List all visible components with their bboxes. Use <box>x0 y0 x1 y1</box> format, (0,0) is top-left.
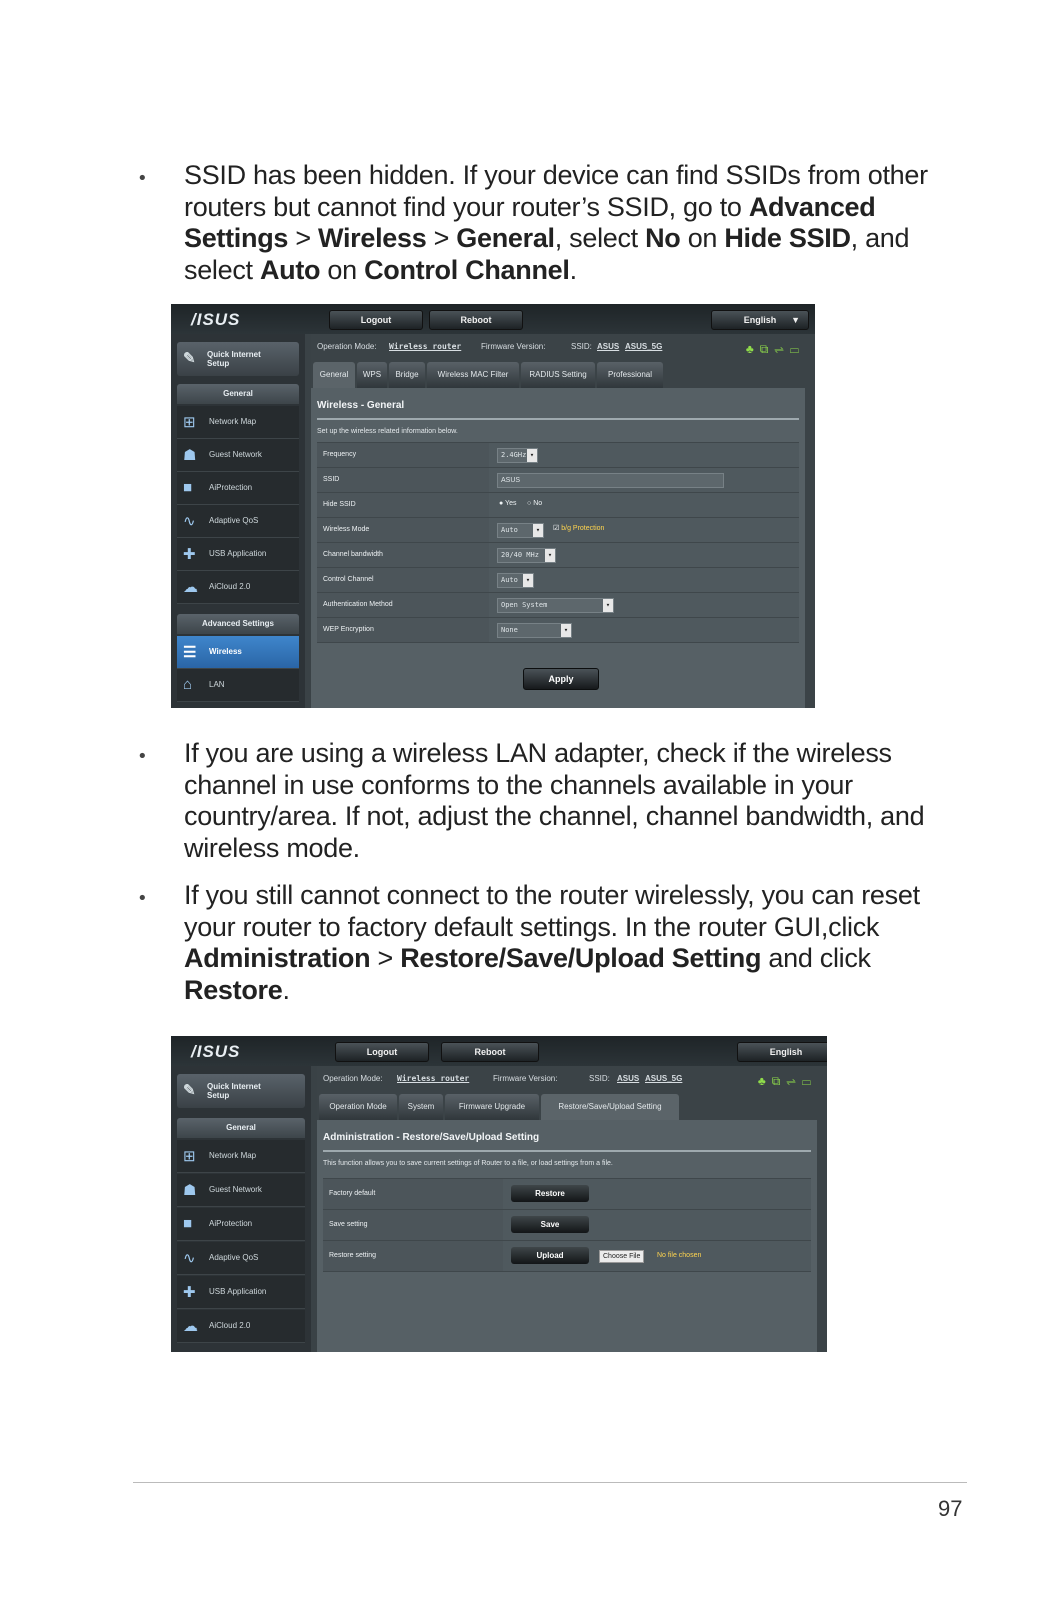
tab-firmware-upgrade[interactable]: Firmware Upgrade <box>445 1094 539 1120</box>
text: . <box>569 254 577 285</box>
wireless-general-screenshot <box>171 304 815 708</box>
reboot-button[interactable]: Reboot <box>429 310 523 330</box>
page-number: 97 <box>938 1496 963 1521</box>
row-auth-method <box>317 592 799 617</box>
row-wep-encryption <box>317 617 799 643</box>
users-icon: ☗ <box>183 447 197 464</box>
users-icon: ☗ <box>183 1182 197 1199</box>
op-mode-label: Operation Mode: <box>317 342 377 351</box>
sidebar-section-advanced: Advanced Settings <box>177 614 299 634</box>
status-icons: ♣⧉⇌▭ <box>757 1074 817 1088</box>
select-value: 20/40 MHz <box>501 551 539 559</box>
op-mode-link[interactable]: Wireless router <box>389 342 462 351</box>
text: > <box>288 223 318 253</box>
wep-encryption-select[interactable] <box>497 623 572 638</box>
panel-description: This function allows you to save current settings of Router to a file, or load settings from a file. <box>323 1160 613 1167</box>
qos-chart-icon: ∿ <box>183 1250 196 1267</box>
bg-protection-checkbox[interactable] <box>553 524 604 532</box>
sidebar-item-lan[interactable] <box>177 669 299 702</box>
emphasis: Wireless <box>318 223 427 253</box>
restore-button[interactable]: Restore <box>511 1185 589 1202</box>
row-value <box>489 543 799 567</box>
settings-panel <box>311 388 805 708</box>
bullet: • <box>137 168 148 189</box>
sidebar-item-network-map[interactable] <box>177 1140 305 1173</box>
sidebar-section-general: General <box>177 384 299 404</box>
sidebar-item-label: LAN <box>209 680 225 689</box>
text: If you still cannot connect to the router wirelessly, you can reset your router to factory default settings. In the router GUI,click <box>184 880 920 942</box>
sidebar-item-label: USB Application <box>209 1287 267 1296</box>
row-label: Channel bandwidth <box>317 543 489 567</box>
sidebar-item-label: Wireless <box>209 647 242 656</box>
hide-ssid-yes-radio[interactable]: ● Yes <box>499 500 517 507</box>
sidebar-item-label: USB Application <box>209 549 267 558</box>
upload-button[interactable]: Upload <box>511 1247 589 1264</box>
logout-button[interactable]: Logout <box>329 310 423 330</box>
select-value: Open System <box>501 601 548 609</box>
row-factory-default <box>323 1178 811 1209</box>
sidebar <box>171 334 305 708</box>
firmware-label: Firmware Version: <box>493 1074 558 1083</box>
operation-mode-bar <box>317 1066 827 1092</box>
no-file-chosen-text: No file chosen <box>657 1252 702 1259</box>
footer-divider <box>133 1482 967 1483</box>
status-icons: ♣⧉⇌▭ <box>745 342 805 356</box>
save-button[interactable]: Save <box>511 1216 589 1233</box>
row-restore-setting <box>323 1240 811 1272</box>
row-value <box>503 1179 811 1209</box>
row-label: Wireless Mode <box>317 518 489 542</box>
divider <box>323 1150 811 1152</box>
text: > <box>370 943 401 973</box>
radio-label: Yes <box>505 500 517 507</box>
magic-wand-icon: ✎ <box>183 1082 196 1099</box>
emphasis: Restore <box>184 974 283 1005</box>
row-value <box>489 568 799 592</box>
bandwidth-select[interactable] <box>497 548 556 563</box>
tab-bridge[interactable]: Bridge <box>389 362 425 388</box>
sidebar-item-label: AiProtection <box>209 483 253 492</box>
cloud-icon: ☁ <box>183 579 198 596</box>
frequency-select[interactable] <box>497 448 538 463</box>
panel-description: Set up the wireless related information below. <box>317 428 458 435</box>
panel-title: Wireless - General <box>317 400 405 411</box>
emphasis: General <box>456 223 555 253</box>
apply-button[interactable]: Apply <box>523 668 599 690</box>
text: > <box>426 223 457 253</box>
emphasis: Restore/Save/Upload Setting <box>400 943 762 973</box>
wifi-icon: ☰ <box>183 644 197 661</box>
sidebar-item-adaptive-qos[interactable] <box>177 1242 305 1275</box>
cloud-icon: ☁ <box>183 1318 198 1335</box>
row-wireless-mode <box>317 517 799 542</box>
row-label: Save setting <box>323 1210 503 1240</box>
tab-radius-setting[interactable]: RADIUS Setting <box>521 362 595 388</box>
sidebar-item-aiprotection[interactable] <box>177 472 299 505</box>
hide-ssid-no-radio[interactable]: ○ No <box>527 500 543 507</box>
divider <box>317 418 799 420</box>
row-control-channel <box>317 567 799 592</box>
row-label: Hide SSID <box>317 493 489 517</box>
sidebar-item-label: Guest Network <box>209 450 262 459</box>
row-label: SSID <box>317 468 489 492</box>
quick-internet-setup-button[interactable] <box>177 1074 305 1108</box>
chevron-down-icon: ▾ <box>561 624 571 637</box>
sidebar-item-adaptive-qos[interactable] <box>177 505 299 538</box>
select-value: Auto <box>501 526 518 534</box>
main-content <box>311 334 815 708</box>
wireless-mode-select[interactable] <box>497 523 544 538</box>
row-ssid <box>317 467 799 492</box>
text: , select <box>554 223 646 253</box>
qis-label: Quick Internet Setup <box>207 350 261 368</box>
select-value: 2.4GHz <box>501 451 527 459</box>
chevron-down-icon: ▾ <box>545 549 555 562</box>
sidebar-item-wireless[interactable] <box>177 636 299 669</box>
row-value <box>489 493 799 517</box>
text: on <box>320 254 365 285</box>
op-mode-label: Operation Mode: <box>323 1074 383 1083</box>
text: . <box>282 974 290 1005</box>
firmware-label: Firmware Version: <box>481 342 546 351</box>
tab-operation-mode[interactable]: Operation Mode <box>319 1094 397 1120</box>
row-value <box>503 1210 811 1240</box>
quick-internet-setup-button[interactable] <box>177 342 299 376</box>
control-channel-select[interactable] <box>497 573 534 588</box>
emphasis: Administration <box>184 943 371 973</box>
row-value <box>489 618 799 642</box>
row-save-setting <box>323 1209 811 1240</box>
paragraph-wireless-adapter: If you are using a wireless LAN adapter, check if the wireless channel in use conforms to the channels available in your country/area. If not, adjust the channel, channel bandwidth, and wireless mode. <box>184 738 925 863</box>
row-label: Restore setting <box>323 1241 503 1271</box>
row-value <box>489 468 799 492</box>
sidebar-item-label: Adaptive QoS <box>209 1253 259 1262</box>
restore-settings-screenshot <box>171 1036 827 1352</box>
tab-wireless-mac-filter[interactable]: Wireless MAC Filter <box>427 362 519 388</box>
ssid-label: SSID: <box>589 1074 610 1083</box>
tab-professional[interactable]: Professional <box>597 362 663 388</box>
select-value: Auto <box>501 576 518 584</box>
puzzle-icon: ✚ <box>183 1284 196 1301</box>
language-select[interactable] <box>711 310 809 330</box>
sidebar-item-usb-application[interactable] <box>177 1276 305 1309</box>
row-frequency <box>317 442 799 467</box>
emphasis: Advanced Settings <box>184 191 876 253</box>
tab-wps[interactable]: WPS <box>357 362 387 388</box>
lock-icon: ■ <box>183 1215 193 1232</box>
puzzle-icon: ✚ <box>183 546 196 563</box>
checkbox-label: b/g Protection <box>561 525 605 532</box>
row-label: Control Channel <box>317 568 489 592</box>
tab-system[interactable]: System <box>399 1094 443 1120</box>
auth-method-select[interactable] <box>497 598 614 613</box>
row-channel-bandwidth <box>317 542 799 567</box>
sidebar-item-usb-application[interactable] <box>177 538 299 571</box>
lock-icon: ■ <box>183 479 193 496</box>
paragraph-hidden-ssid <box>184 160 944 286</box>
row-value <box>489 593 799 617</box>
sidebar-item-guest-network[interactable] <box>177 439 299 472</box>
logout-button[interactable]: Logout <box>335 1042 429 1062</box>
qis-label: Quick Internet Setup <box>207 1082 261 1100</box>
text: , and select <box>184 223 910 285</box>
sidebar-item-aicloud[interactable] <box>177 1310 305 1343</box>
sidebar-item-guest-network[interactable] <box>177 1174 305 1207</box>
sidebar-item-label: AiCloud 2.0 <box>209 582 251 591</box>
ssid-input[interactable]: ASUS <box>497 473 724 488</box>
sidebar-item-label: AiCloud 2.0 <box>209 1321 251 1330</box>
row-value <box>489 443 799 467</box>
ssid-link-5g[interactable]: ASUS_5G <box>625 342 663 351</box>
network-map-icon: ⊞ <box>183 1148 196 1165</box>
paragraph-factory-reset <box>184 880 944 1006</box>
chevron-down-icon: ▾ <box>523 574 533 587</box>
reboot-button[interactable]: Reboot <box>441 1042 539 1062</box>
row-label: WEP Encryption <box>317 618 489 642</box>
asus-logo: /ISUS <box>191 310 241 329</box>
ssid-link-24[interactable]: ASUS <box>597 342 620 351</box>
settings-panel <box>317 1120 817 1352</box>
select-value: None <box>501 626 518 634</box>
row-label: Factory default <box>323 1179 503 1209</box>
tab-restore-save-upload[interactable]: Restore/Save/Upload Setting <box>541 1094 679 1120</box>
sidebar-item-label: Network Map <box>209 417 257 426</box>
radio-label: No <box>533 500 543 507</box>
text: SSID has been hidden. If your device can find SSIDs from other routers but cannot find your router’s SSID, go to <box>184 160 928 222</box>
panel-title: Administration - Restore/Save/Upload Setting <box>323 1132 540 1143</box>
ssid-link-5g[interactable]: ASUS_5G <box>645 1074 683 1083</box>
row-hide-ssid <box>317 492 799 517</box>
sidebar-item-network-map[interactable] <box>177 406 299 439</box>
sidebar-item-label: Adaptive QoS <box>209 516 259 525</box>
row-value <box>503 1241 811 1271</box>
sidebar <box>171 1066 311 1352</box>
magic-wand-icon: ✎ <box>183 350 196 367</box>
sidebar-item-aicloud[interactable] <box>177 571 299 604</box>
language-label: English <box>743 315 777 325</box>
bullet: • <box>137 746 148 767</box>
router-topbar <box>171 1036 827 1066</box>
asus-logo: /ISUS <box>191 1042 241 1061</box>
chevron-down-icon: ▾ <box>603 599 613 612</box>
sidebar-section-general: General <box>177 1118 305 1138</box>
ssid-link-24[interactable]: ASUS <box>617 1074 640 1083</box>
sidebar-item-label: Network Map <box>209 1151 257 1160</box>
emphasis: Control Channel <box>364 254 570 285</box>
text: on <box>680 223 725 253</box>
row-value <box>489 518 799 542</box>
qos-chart-icon: ∿ <box>183 513 196 530</box>
choose-file-button[interactable]: Choose File <box>599 1250 644 1263</box>
emphasis: No <box>645 223 681 253</box>
sidebar-item-label: AiProtection <box>209 1219 253 1228</box>
checkbox-icon: ☑ <box>553 525 560 532</box>
chevron-down-icon: ▾ <box>527 449 537 462</box>
tab-general[interactable]: General <box>313 362 355 388</box>
operation-mode-bar <box>311 334 815 360</box>
emphasis: Auto <box>259 254 321 285</box>
row-label: Authentication Method <box>317 593 489 617</box>
row-label: Frequency <box>317 443 489 467</box>
text: and click <box>761 943 871 973</box>
language-select[interactable]: English <box>737 1042 827 1062</box>
emphasis: Hide SSID <box>724 223 851 253</box>
router-topbar <box>171 304 815 334</box>
ssid-label: SSID: <box>571 342 592 351</box>
sidebar-item-label: Guest Network <box>209 1185 262 1194</box>
main-content <box>317 1066 827 1352</box>
network-map-icon: ⊞ <box>183 414 196 431</box>
chevron-down-icon: ▼ <box>791 315 800 325</box>
sidebar-item-aiprotection[interactable] <box>177 1208 305 1241</box>
op-mode-link[interactable]: Wireless router <box>397 1074 470 1083</box>
bullet: • <box>137 888 148 909</box>
home-icon: ⌂ <box>183 676 193 693</box>
chevron-down-icon: ▾ <box>533 524 543 537</box>
